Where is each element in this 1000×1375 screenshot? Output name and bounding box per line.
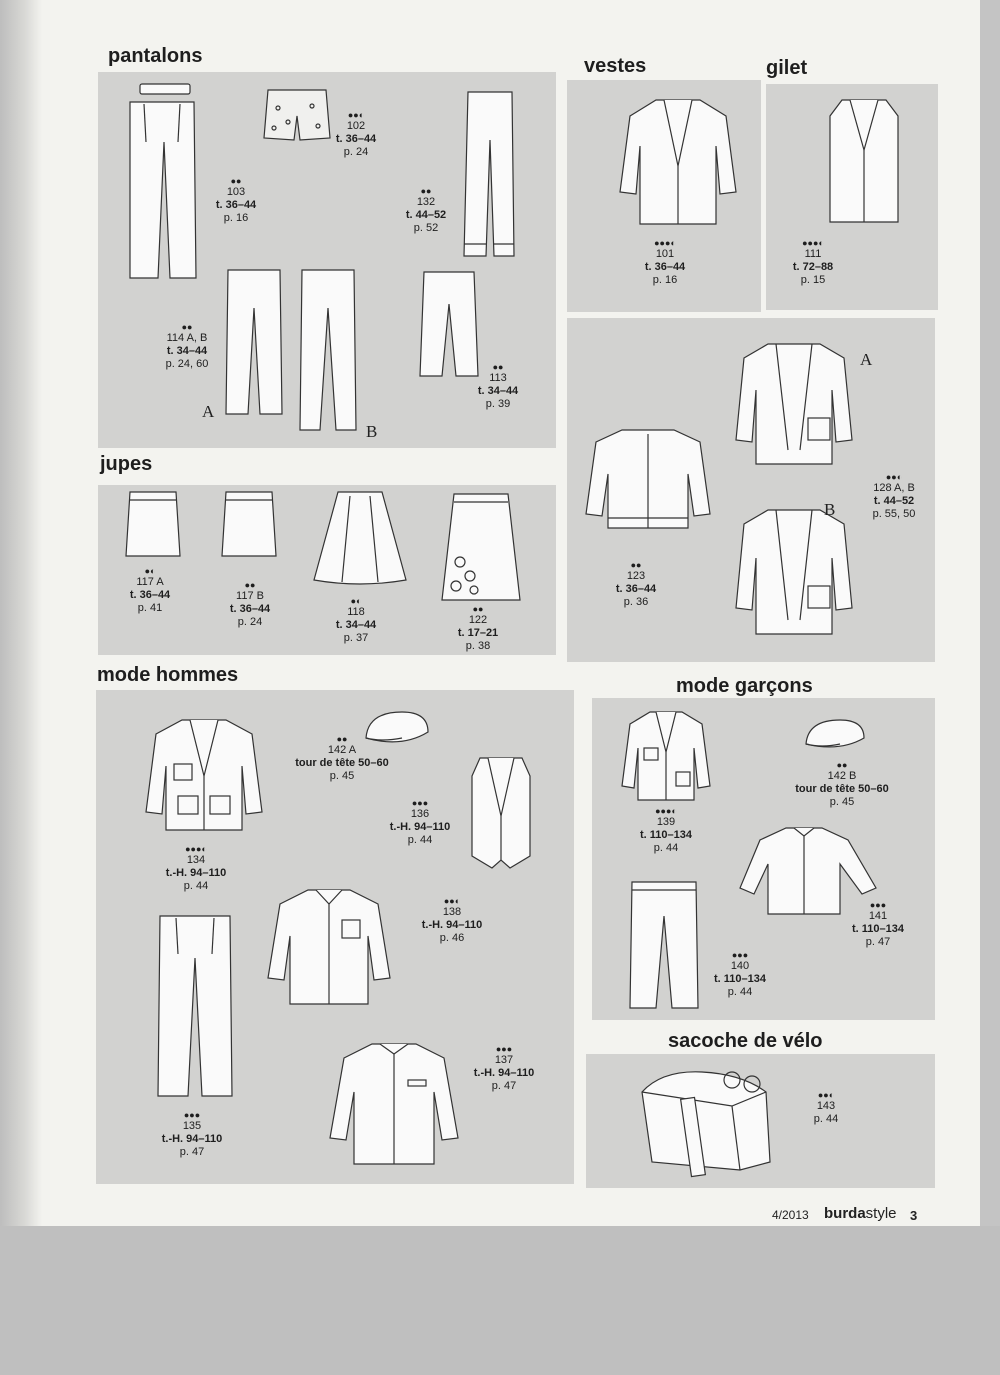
difficulty-dots: ●●◐ xyxy=(817,1090,835,1100)
difficulty-dots: ●● xyxy=(230,176,242,186)
item-size: t.-H. 94–110 xyxy=(421,919,483,931)
item-size: tour de tête 50–60 xyxy=(295,757,389,769)
item-label-123 xyxy=(606,560,666,609)
brand-rest: style xyxy=(865,1205,897,1222)
item-page: p. 44 xyxy=(407,834,433,846)
item-number: 102 xyxy=(346,120,366,132)
item-page: p. 24 xyxy=(343,146,369,158)
item-size: t.-H. 94–110 xyxy=(165,867,227,879)
item-size: t. 34–44 xyxy=(166,345,208,357)
jacket-icon xyxy=(616,96,740,228)
item-number: 132 xyxy=(416,196,436,208)
difficulty-dots: ●●● xyxy=(495,1044,513,1054)
item-number: 139 xyxy=(656,816,676,828)
section-title-sacoche: sacoche de vélo xyxy=(668,1030,823,1052)
item-page: p. 36 xyxy=(623,596,649,608)
cardigan-icon xyxy=(732,340,856,470)
item-size: t.-H. 94–110 xyxy=(473,1067,535,1079)
section-title-pantalons: pantalons xyxy=(108,45,203,67)
section-title-mode-garcons: mode garçons xyxy=(676,675,813,697)
item-size: t. 34–44 xyxy=(477,385,519,397)
item-number: 122 xyxy=(468,614,488,626)
item-size: t. 36–44 xyxy=(129,589,171,601)
cardigan-icon xyxy=(582,424,714,532)
item-number: 118 xyxy=(347,606,365,618)
item-label-142b xyxy=(782,760,902,809)
item-label-134 xyxy=(156,844,236,893)
difficulty-dots: ●●● xyxy=(731,950,749,960)
item-size: t. 72–88 xyxy=(792,261,834,273)
item-size: t. 36–44 xyxy=(644,261,686,273)
skirt-icon xyxy=(440,492,522,604)
item-page: p. 46 xyxy=(439,932,465,944)
variant-label-b: B xyxy=(824,500,836,519)
item-number: 113 xyxy=(489,372,507,384)
item-label-132 xyxy=(396,186,456,235)
item-size: t. 36–44 xyxy=(215,199,257,211)
item-number: 103 xyxy=(226,186,246,198)
variant-label-b: B xyxy=(366,422,378,441)
cap-icon xyxy=(802,716,868,754)
trousers-icon xyxy=(124,82,202,282)
difficulty-dots: ●●●◐ xyxy=(654,238,676,248)
item-size: t. 17–21 xyxy=(457,627,499,639)
item-label-136 xyxy=(380,798,460,847)
item-size: t. 34–44 xyxy=(335,619,377,631)
item-size: t. 110–134 xyxy=(852,923,904,935)
item-label-122 xyxy=(448,604,508,653)
item-label-128 xyxy=(856,472,932,521)
item-number: 136 xyxy=(410,808,430,820)
issue-number: 4/2013 xyxy=(772,1208,809,1222)
item-page: p. 15 xyxy=(800,274,826,286)
difficulty-dots: ●●● xyxy=(869,900,887,910)
item-label-118 xyxy=(326,596,386,645)
item-page: p. 44 xyxy=(813,1113,839,1125)
jacket-icon xyxy=(620,708,712,804)
shirt-icon xyxy=(264,886,394,1008)
item-page: p. 45 xyxy=(329,770,355,782)
item-number: 137 xyxy=(494,1054,514,1066)
difficulty-dots: ●● xyxy=(492,362,504,372)
item-label-137 xyxy=(464,1044,544,1093)
item-label-113 xyxy=(468,362,528,411)
item-page: p. 24, 60 xyxy=(165,358,209,370)
difficulty-dots: ●● xyxy=(244,580,256,590)
item-number: 142 B xyxy=(827,770,857,782)
item-page: p. 39 xyxy=(485,398,511,410)
variant-label-a: A xyxy=(202,402,215,421)
item-number: 114 A, B xyxy=(166,332,208,344)
skirt-icon xyxy=(124,490,182,560)
item-page: p. 44 xyxy=(727,986,753,998)
difficulty-dots: ●●●◐ xyxy=(655,806,677,816)
difficulty-dots: ●● xyxy=(630,560,642,570)
item-page: p. 38 xyxy=(465,640,491,652)
item-size: t. 44–52 xyxy=(873,495,915,507)
difficulty-dots: ●●●◐ xyxy=(802,238,824,248)
vest-icon xyxy=(826,96,902,226)
item-size: t. 36–44 xyxy=(335,133,377,145)
item-label-142a xyxy=(282,734,402,783)
difficulty-dots: ●● xyxy=(836,760,848,770)
vest-icon xyxy=(468,756,534,872)
item-page: p. 16 xyxy=(223,212,249,224)
item-size: tour de tête 50–60 xyxy=(795,783,889,795)
item-number: 117 A xyxy=(136,576,164,588)
item-label-140 xyxy=(700,950,780,999)
difficulty-dots: ●●● xyxy=(183,1110,201,1120)
item-number: 143 xyxy=(816,1100,836,1112)
item-page: p. 44 xyxy=(653,842,679,854)
item-label-141 xyxy=(838,900,918,949)
item-number: 134 xyxy=(186,854,206,866)
difficulty-dots: ●● xyxy=(472,604,484,614)
section-title-mode-hommes: mode hommes xyxy=(97,664,239,686)
trousers-icon xyxy=(460,90,520,260)
cardigan-icon xyxy=(732,506,856,640)
item-page: p. 24 xyxy=(237,616,263,628)
item-number: 117 B xyxy=(236,590,264,602)
item-page: p. 41 xyxy=(137,602,163,614)
section-title-vestes: vestes xyxy=(584,55,647,77)
item-label-143 xyxy=(796,1090,856,1126)
bag-icon xyxy=(632,1062,776,1182)
item-size: t. 110–134 xyxy=(714,973,766,985)
item-label-102 xyxy=(326,110,386,159)
item-page: p. 47 xyxy=(491,1080,517,1092)
item-size: t. 36–44 xyxy=(615,583,657,595)
item-label-103 xyxy=(206,176,266,225)
item-number: 128 A, B xyxy=(873,482,915,494)
item-number: 135 xyxy=(182,1120,202,1132)
page-spine-shadow xyxy=(0,0,42,1226)
item-page: p. 55, 50 xyxy=(872,508,916,520)
item-page: p. 16 xyxy=(652,274,678,286)
skirt-icon xyxy=(312,490,408,588)
item-number: 123 xyxy=(626,570,646,582)
difficulty-dots: ●◐ xyxy=(144,566,156,576)
trousers-icon xyxy=(152,914,238,1100)
item-size: t. 110–134 xyxy=(640,829,692,841)
section-title-jupes: jupes xyxy=(100,453,153,475)
trousers-icon xyxy=(296,268,360,434)
item-label-135 xyxy=(152,1110,232,1159)
item-label-138 xyxy=(412,896,492,945)
skirt-icon xyxy=(220,490,278,560)
item-label-101 xyxy=(630,238,700,287)
item-label-139 xyxy=(626,806,706,855)
difficulty-dots: ●● xyxy=(181,322,193,332)
brand-logo xyxy=(824,1205,897,1222)
item-page: p. 52 xyxy=(413,222,439,234)
page-number: 3 xyxy=(910,1208,918,1223)
difficulty-dots: ●●◐ xyxy=(347,110,365,120)
item-number: 141 xyxy=(868,910,888,922)
difficulty-dots: ●●◐ xyxy=(885,472,903,482)
item-number: 111 xyxy=(804,248,822,260)
jacket-icon xyxy=(142,716,266,834)
difficulty-dots: ●● xyxy=(336,734,348,744)
item-number: 140 xyxy=(730,960,750,972)
item-number: 138 xyxy=(442,906,462,918)
difficulty-dots: ●● xyxy=(420,186,432,196)
item-page: p. 37 xyxy=(343,632,369,644)
item-size: t.-H. 94–110 xyxy=(161,1133,223,1145)
item-page: p. 45 xyxy=(829,796,855,808)
trousers-icon xyxy=(220,268,288,418)
item-page: p. 44 xyxy=(183,880,209,892)
shorts-icon xyxy=(262,86,332,144)
shirt-icon xyxy=(326,1040,462,1170)
brand-bold: burda xyxy=(824,1205,866,1222)
difficulty-dots: ●◐ xyxy=(350,596,362,606)
item-size: t. 36–44 xyxy=(229,603,271,615)
item-label-111 xyxy=(778,238,848,287)
variant-label-a: A xyxy=(860,350,873,369)
trousers-icon xyxy=(626,880,702,1012)
difficulty-dots: ●●● xyxy=(411,798,429,808)
item-label-117a xyxy=(120,566,180,615)
difficulty-dots: ●●◐ xyxy=(443,896,461,906)
item-size: t.-H. 94–110 xyxy=(389,821,451,833)
section-title-gilet: gilet xyxy=(766,57,808,79)
item-page: p. 47 xyxy=(179,1146,205,1158)
item-label-117b xyxy=(220,580,280,629)
item-label-114 xyxy=(152,322,222,371)
item-page: p. 47 xyxy=(865,936,891,948)
item-number: 142 A xyxy=(327,744,357,756)
item-number: 101 xyxy=(655,248,675,260)
scanner-background xyxy=(0,1226,1000,1375)
item-size: t. 44–52 xyxy=(405,209,447,221)
difficulty-dots: ●●●◐ xyxy=(185,844,207,854)
